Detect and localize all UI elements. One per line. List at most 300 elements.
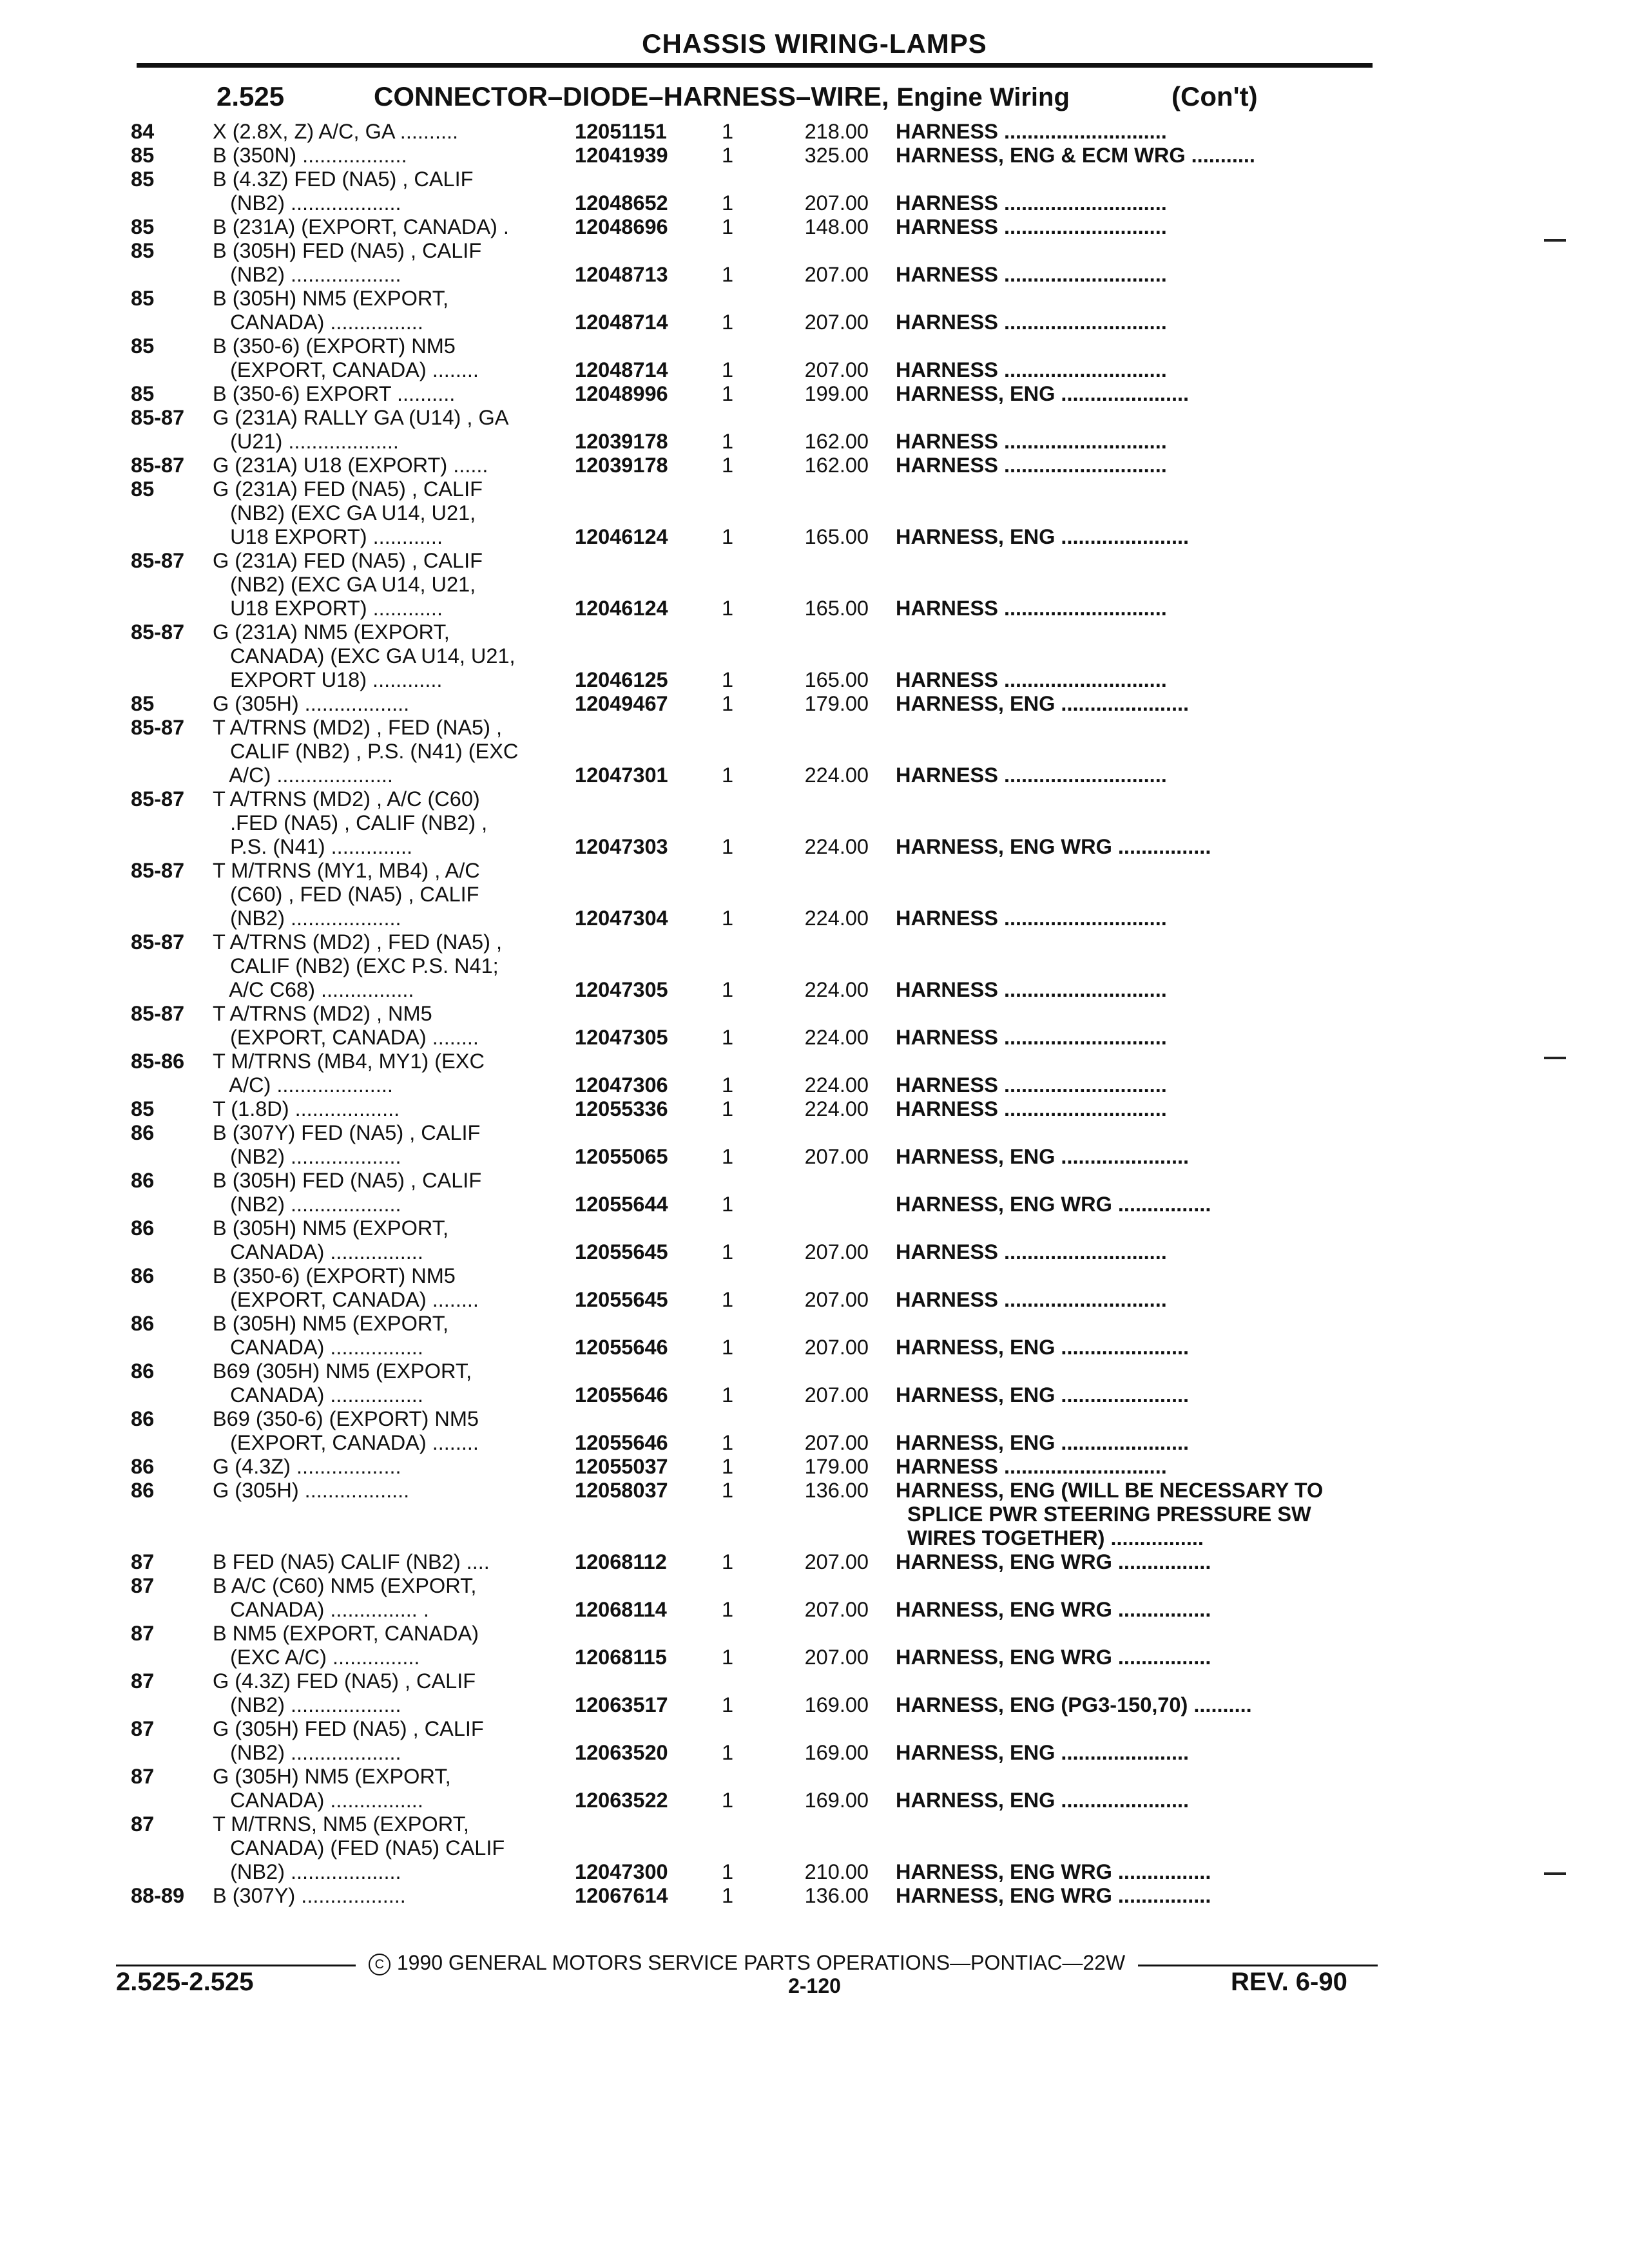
part-number-cell: 12046124 [575, 597, 668, 620]
model-year-cell: 86 [131, 1407, 155, 1430]
quantity-cell: 1 [722, 430, 734, 453]
quantity-cell: 1 [722, 311, 734, 334]
quantity-cell: 1 [722, 907, 734, 930]
quantity-cell: 1 [722, 1741, 734, 1764]
table-row [0, 1860, 1629, 1884]
part-number-cell: 12048696 [575, 215, 668, 238]
table-row [0, 263, 1629, 287]
table-row [0, 1050, 1629, 1073]
table-row [0, 1526, 1629, 1550]
description-cell: B (307Y) .................. [213, 1884, 406, 1907]
table-row [0, 573, 1629, 597]
table-row [0, 883, 1629, 907]
part-name-cell: SPLICE PWR STEERING PRESSURE SW [896, 1503, 1311, 1526]
description-cell: B A/C (C60) NM5 (EXPORT, [213, 1574, 477, 1597]
description-cell: A/C) .................... [213, 764, 393, 787]
section-number: 2.525 [217, 81, 285, 111]
part-number-cell: 12048996 [575, 382, 668, 405]
price-cell: 224.00 [804, 907, 869, 930]
price-cell: 207.00 [804, 1383, 869, 1407]
part-name-cell: HARNESS ............................ [896, 1026, 1167, 1049]
part-name-cell: HARNESS, ENG WRG ................ [896, 835, 1211, 858]
section-title-suffix: Engine Wiring [896, 83, 1070, 111]
description-cell: CANADA) ................ [213, 1383, 423, 1407]
quantity-cell: 1 [722, 1789, 734, 1812]
part-number-cell: 12047304 [575, 907, 668, 930]
description-cell: U18 EXPORT) ............ [213, 597, 443, 620]
price-cell: 210.00 [804, 1860, 869, 1883]
quantity-cell: 1 [722, 358, 734, 381]
part-name-cell: HARNESS ............................ [896, 1455, 1167, 1478]
quantity-cell: 1 [722, 191, 734, 215]
footer-page-number: 2-120 [788, 1974, 841, 1997]
price-cell: 136.00 [804, 1479, 869, 1502]
description-cell: B (305H) FED (NA5) , CALIF [213, 1169, 482, 1192]
price-cell: 207.00 [804, 1550, 869, 1573]
table-row [0, 1383, 1629, 1407]
part-name-cell: HARNESS, ENG WRG ................ [896, 1598, 1211, 1621]
table-row [0, 1812, 1629, 1836]
footer-revision: REV. 6-90 [1231, 1968, 1347, 1996]
part-name-cell: HARNESS, ENG ...................... [896, 525, 1190, 548]
description-cell: T A/TRNS (MD2) , A/C (C60) [213, 787, 480, 811]
part-number-cell: 12047306 [575, 1073, 668, 1097]
description-cell: (C60) , FED (NA5) , CALIF [213, 883, 479, 906]
model-year-cell: 87 [131, 1550, 155, 1573]
table-row [0, 334, 1629, 358]
quantity-cell: 1 [722, 525, 734, 548]
table-row [0, 716, 1629, 740]
price-cell: 207.00 [804, 1336, 869, 1359]
part-name-cell: HARNESS ............................ [896, 1073, 1167, 1097]
part-name-cell: HARNESS, ENG WRG ................ [896, 1646, 1211, 1669]
description-cell: CALIF (NB2) (EXC P.S. N41; [213, 954, 499, 977]
part-number-cell: 12058037 [575, 1479, 668, 1502]
table-row [0, 1312, 1629, 1336]
description-cell: (NB2) ................... [213, 1145, 401, 1168]
quantity-cell: 1 [722, 1073, 734, 1097]
price-cell: 224.00 [804, 978, 869, 1001]
model-year-cell: 87 [131, 1812, 155, 1836]
table-row [0, 1598, 1629, 1622]
model-year-cell: 85-87 [131, 859, 185, 882]
table-row [0, 287, 1629, 311]
table-row [0, 549, 1629, 573]
description-cell: B (350-6) (EXPORT) NM5 [213, 1264, 456, 1287]
table-row [0, 1693, 1629, 1717]
description-cell: G (4.3Z) FED (NA5) , CALIF [213, 1669, 476, 1693]
quantity-cell: 1 [722, 1550, 734, 1573]
quantity-cell: 1 [722, 1598, 734, 1621]
part-number-cell: 12068115 [575, 1646, 667, 1669]
price-cell: 165.00 [804, 668, 869, 691]
table-row [0, 406, 1629, 430]
description-cell: T M/TRNS (MY1, MB4) , A/C [213, 859, 480, 882]
model-year-cell: 85 [131, 215, 155, 238]
description-cell: CANADA) ................ [213, 311, 423, 334]
table-row [0, 477, 1629, 501]
part-number-cell: 12047305 [575, 1026, 668, 1049]
table-row [0, 1073, 1629, 1097]
table-row [0, 1503, 1629, 1526]
table-row [0, 1479, 1629, 1503]
table-row [0, 1240, 1629, 1264]
table-row [0, 1360, 1629, 1383]
part-number-cell: 12055037 [575, 1455, 668, 1478]
price-cell: 165.00 [804, 525, 869, 548]
description-cell: T M/TRNS, NM5 (EXPORT, [213, 1812, 469, 1836]
part-name-cell: HARNESS, ENG ...................... [896, 1789, 1190, 1812]
description-cell: B69 (305H) NM5 (EXPORT, [213, 1360, 472, 1383]
description-cell: (NB2) ................... [213, 907, 401, 930]
quantity-cell: 1 [722, 764, 734, 787]
price-cell: 207.00 [804, 191, 869, 215]
description-cell: CANADA) ................ [213, 1789, 423, 1812]
table-row [0, 1884, 1629, 1908]
footer-rule-left [116, 1965, 356, 1966]
part-number-cell: 12047303 [575, 835, 668, 858]
description-cell: (EXPORT, CANADA) ........ [213, 358, 479, 381]
quantity-cell: 1 [722, 263, 734, 286]
table-row [0, 1455, 1629, 1479]
price-cell: 165.00 [804, 597, 869, 620]
continued-label: (Con't) [1171, 81, 1258, 111]
table-row [0, 168, 1629, 191]
part-name-cell: HARNESS, ENG WRG ................ [896, 1550, 1211, 1573]
quantity-cell: 1 [722, 1240, 734, 1264]
description-cell: (EXPORT, CANADA) ........ [213, 1431, 479, 1454]
part-name-cell: HARNESS, ENG & ECM WRG ........... [896, 144, 1255, 167]
table-row [0, 1264, 1629, 1288]
description-cell: T A/TRNS (MD2) , FED (NA5) , [213, 930, 503, 954]
part-number-cell: 12063517 [575, 1693, 668, 1716]
price-cell: 148.00 [804, 215, 869, 238]
part-name-cell: HARNESS ............................ [896, 668, 1167, 691]
part-name-cell: HARNESS, ENG (PG3-150,70) .......... [896, 1693, 1252, 1716]
quantity-cell: 1 [722, 1336, 734, 1359]
table-row [0, 430, 1629, 454]
model-year-cell: 86 [131, 1169, 155, 1192]
table-row [0, 1431, 1629, 1455]
description-cell: (NB2) ................... [213, 1693, 401, 1716]
description-cell: A/C C68) ................ [213, 978, 414, 1001]
part-number-cell: 12051151 [575, 120, 667, 143]
price-cell: 162.00 [804, 430, 869, 453]
table-row [0, 954, 1629, 978]
quantity-cell: 1 [722, 1455, 734, 1478]
part-name-cell: HARNESS ............................ [896, 764, 1167, 787]
quantity-cell: 1 [722, 668, 734, 691]
price-cell: 224.00 [804, 835, 869, 858]
quantity-cell: 1 [722, 1145, 734, 1168]
description-cell: G (4.3Z) .................. [213, 1455, 401, 1478]
price-cell: 207.00 [804, 1431, 869, 1454]
description-cell: G (231A) U18 (EXPORT) ...... [213, 454, 488, 477]
part-name-cell: HARNESS ............................ [896, 215, 1167, 238]
model-year-cell: 85 [131, 287, 155, 310]
quantity-cell: 1 [722, 1646, 734, 1669]
description-cell: G (305H) .................. [213, 1479, 410, 1502]
description-cell: B NM5 (EXPORT, CANADA) [213, 1622, 479, 1645]
part-number-cell: 12047300 [575, 1860, 668, 1883]
description-cell: G (305H) NM5 (EXPORT, [213, 1765, 451, 1788]
description-cell: CANADA) (EXC GA U14, U21, [213, 644, 516, 668]
description-cell: (EXPORT, CANADA) ........ [213, 1026, 479, 1049]
description-cell: B (350N) .................. [213, 144, 407, 167]
description-cell: G (231A) FED (NA5) , CALIF [213, 549, 483, 572]
table-row [0, 1026, 1629, 1050]
part-number-cell: 12068114 [575, 1598, 667, 1621]
description-cell: T A/TRNS (MD2) , NM5 [213, 1002, 432, 1025]
table-row [0, 1669, 1629, 1693]
part-number-cell: 12047301 [575, 764, 668, 787]
table-row [0, 1002, 1629, 1026]
price-cell: 207.00 [804, 1145, 869, 1168]
model-year-cell: 85-87 [131, 716, 185, 739]
part-name-cell: HARNESS ............................ [896, 358, 1167, 381]
table-row [0, 907, 1629, 930]
model-year-cell: 86 [131, 1360, 155, 1383]
model-year-cell: 85 [131, 144, 155, 167]
part-number-cell: 12055065 [575, 1145, 668, 1168]
model-year-cell: 85 [131, 239, 155, 262]
price-cell: 207.00 [804, 1288, 869, 1311]
table-row [0, 1145, 1629, 1169]
model-year-cell: 85-87 [131, 620, 185, 644]
section-title-main: CONNECTOR–DIODE–HARNESS–WIRE, [374, 81, 889, 111]
footer-copyright [356, 1951, 1138, 1975]
part-name-cell: HARNESS ............................ [896, 454, 1167, 477]
model-year-cell: 87 [131, 1622, 155, 1645]
description-cell: .FED (NA5) , CALIF (NB2) , [213, 811, 488, 834]
table-row [0, 740, 1629, 764]
description-cell: (NB2) ................... [213, 191, 401, 215]
description-cell: B (350-6) EXPORT .......... [213, 382, 456, 405]
price-cell: 218.00 [804, 120, 869, 143]
table-row [0, 120, 1629, 144]
part-number-cell: 12047305 [575, 978, 668, 1001]
table-row [0, 787, 1629, 811]
table-row [0, 597, 1629, 620]
description-cell: G (231A) FED (NA5) , CALIF [213, 477, 483, 501]
section-title [374, 81, 1070, 112]
part-number-cell: 12055646 [575, 1336, 668, 1359]
table-row [0, 1336, 1629, 1360]
table-row [0, 191, 1629, 215]
price-cell: 136.00 [804, 1884, 869, 1907]
description-cell: (NB2) ................... [213, 263, 401, 286]
part-number-cell: 12048714 [575, 358, 668, 381]
table-row [0, 1169, 1629, 1193]
model-year-cell: 85-87 [131, 549, 185, 572]
quantity-cell: 1 [722, 1097, 734, 1120]
part-number-cell: 12068112 [575, 1550, 667, 1573]
part-name-cell: HARNESS ............................ [896, 120, 1167, 143]
description-cell: B (305H) NM5 (EXPORT, [213, 1312, 449, 1335]
model-year-cell: 87 [131, 1765, 155, 1788]
model-year-cell: 85 [131, 382, 155, 405]
table-row [0, 1717, 1629, 1741]
part-number-cell: 12046124 [575, 525, 668, 548]
description-cell: B (305H) NM5 (EXPORT, [213, 1216, 449, 1240]
part-number-cell: 12063520 [575, 1741, 668, 1764]
part-number-cell: 12067614 [575, 1884, 668, 1907]
table-row [0, 358, 1629, 382]
model-year-cell: 85 [131, 692, 155, 715]
part-name-cell: HARNESS, ENG ...................... [896, 1431, 1190, 1454]
description-cell: B FED (NA5) CALIF (NB2) .... [213, 1550, 490, 1573]
margin-mark [1544, 1872, 1566, 1875]
description-cell: B (305H) FED (NA5) , CALIF [213, 239, 482, 262]
footer-copyright-text: 1990 GENERAL MOTORS SERVICE PARTS OPERATIONS—PONTIAC—22W [396, 1951, 1126, 1974]
model-year-cell: 86 [131, 1216, 155, 1240]
part-number-cell: 12039178 [575, 454, 668, 477]
copyright-symbol: C [369, 1954, 390, 1975]
part-number-cell: 12048713 [575, 263, 668, 286]
table-row [0, 859, 1629, 883]
description-cell: B (4.3Z) FED (NA5) , CALIF [213, 168, 474, 191]
price-cell: 207.00 [804, 1240, 869, 1264]
quantity-cell: 1 [722, 1288, 734, 1311]
price-cell: 162.00 [804, 454, 869, 477]
part-name-cell: HARNESS ............................ [896, 1097, 1167, 1120]
part-name-cell: WIRES TOGETHER) ................ [896, 1526, 1204, 1550]
model-year-cell: 85-86 [131, 1050, 185, 1073]
part-name-cell: HARNESS, ENG ...................... [896, 1741, 1190, 1764]
quantity-cell: 1 [722, 978, 734, 1001]
description-cell: X (2.8X, Z) A/C, GA .......... [213, 120, 459, 143]
description-cell: G (305H) FED (NA5) , CALIF [213, 1717, 484, 1740]
description-cell: CANADA) ............... . [213, 1598, 429, 1621]
table-row [0, 1741, 1629, 1765]
quantity-cell: 1 [722, 1860, 734, 1883]
table-row [0, 525, 1629, 549]
part-name-cell: HARNESS, ENG ...................... [896, 382, 1190, 405]
part-number-cell: 12055644 [575, 1193, 668, 1216]
table-row [0, 1574, 1629, 1598]
part-name-cell: HARNESS ............................ [896, 1240, 1167, 1264]
price-cell: 224.00 [804, 764, 869, 787]
part-number-cell: 12041939 [575, 144, 668, 167]
table-row [0, 978, 1629, 1002]
part-number-cell: 12048652 [575, 191, 668, 215]
description-cell: (NB2) ................... [213, 1193, 401, 1216]
margin-mark [1544, 1057, 1566, 1059]
model-year-cell: 87 [131, 1669, 155, 1693]
price-cell: 207.00 [804, 358, 869, 381]
description-cell: EXPORT U18) ............ [213, 668, 443, 691]
model-year-cell: 85-87 [131, 454, 185, 477]
table-row [0, 1646, 1629, 1669]
table-row [0, 215, 1629, 239]
parts-table [0, 120, 1629, 1908]
quantity-cell: 1 [722, 144, 734, 167]
description-cell: T M/TRNS (MB4, MY1) (EXC [213, 1050, 485, 1073]
table-row [0, 620, 1629, 644]
table-row [0, 1407, 1629, 1431]
price-cell: 169.00 [804, 1693, 869, 1716]
description-cell: B (307Y) FED (NA5) , CALIF [213, 1121, 481, 1144]
quantity-cell: 1 [722, 1193, 734, 1216]
table-row [0, 1097, 1629, 1121]
description-cell: CANADA) (FED (NA5) CALIF [213, 1836, 505, 1860]
part-name-cell: HARNESS, ENG WRG ................ [896, 1884, 1211, 1907]
quantity-cell: 1 [722, 120, 734, 143]
quantity-cell: 1 [722, 1693, 734, 1716]
table-row [0, 239, 1629, 263]
table-row [0, 1789, 1629, 1812]
quantity-cell: 1 [722, 1431, 734, 1454]
table-row [0, 811, 1629, 835]
price-cell: 169.00 [804, 1789, 869, 1812]
part-name-cell: HARNESS, ENG (WILL BE NECESSARY TO [896, 1479, 1324, 1502]
part-name-cell: HARNESS, ENG ...................... [896, 692, 1190, 715]
quantity-cell: 1 [722, 597, 734, 620]
quantity-cell: 1 [722, 454, 734, 477]
part-name-cell: HARNESS, ENG WRG ................ [896, 1193, 1211, 1216]
table-row [0, 1216, 1629, 1240]
price-cell: 179.00 [804, 692, 869, 715]
model-year-cell: 86 [131, 1312, 155, 1335]
description-cell: (NB2) (EXC GA U14, U21, [213, 573, 476, 596]
table-row [0, 644, 1629, 668]
table-row [0, 764, 1629, 787]
description-cell: T A/TRNS (MD2) , FED (NA5) , [213, 716, 503, 739]
description-cell: (NB2) ................... [213, 1741, 401, 1764]
part-number-cell: 12055336 [575, 1097, 668, 1120]
part-name-cell: HARNESS, ENG ...................... [896, 1336, 1190, 1359]
part-number-cell: 12046125 [575, 668, 668, 691]
model-year-cell: 85-87 [131, 787, 185, 811]
price-cell: 325.00 [804, 144, 869, 167]
table-row [0, 144, 1629, 168]
footer-section-range: 2.525-2.525 [116, 1968, 254, 1996]
table-row [0, 501, 1629, 525]
description-cell: G (305H) .................. [213, 692, 410, 715]
table-row [0, 1622, 1629, 1646]
table-row [0, 454, 1629, 477]
part-number-cell: 12055646 [575, 1431, 668, 1454]
table-row [0, 1193, 1629, 1216]
model-year-cell: 86 [131, 1455, 155, 1478]
part-name-cell: HARNESS ............................ [896, 191, 1167, 215]
table-row [0, 382, 1629, 406]
price-cell: 224.00 [804, 1073, 869, 1097]
description-cell: G (231A) NM5 (EXPORT, [213, 620, 450, 644]
price-cell: 207.00 [804, 311, 869, 334]
description-cell: (NB2) (EXC GA U14, U21, [213, 501, 476, 524]
table-row [0, 1765, 1629, 1789]
table-row [0, 835, 1629, 859]
table-row [0, 1836, 1629, 1860]
part-name-cell: HARNESS ............................ [896, 978, 1167, 1001]
price-cell: 224.00 [804, 1097, 869, 1120]
table-row [0, 1550, 1629, 1574]
description-cell: A/C) .................... [213, 1073, 393, 1097]
description-cell: CANADA) ................ [213, 1336, 423, 1359]
part-name-cell: HARNESS ............................ [896, 1288, 1167, 1311]
model-year-cell: 85 [131, 168, 155, 191]
table-row [0, 1121, 1629, 1145]
quantity-cell: 1 [722, 1479, 734, 1502]
model-year-cell: 85 [131, 334, 155, 358]
description-cell: B (231A) (EXPORT, CANADA) . [213, 215, 509, 238]
part-number-cell: 12039178 [575, 430, 668, 453]
part-name-cell: HARNESS, ENG ...................... [896, 1383, 1190, 1407]
part-number-cell: 12055646 [575, 1383, 668, 1407]
price-cell: 169.00 [804, 1741, 869, 1764]
model-year-cell: 84 [131, 120, 155, 143]
